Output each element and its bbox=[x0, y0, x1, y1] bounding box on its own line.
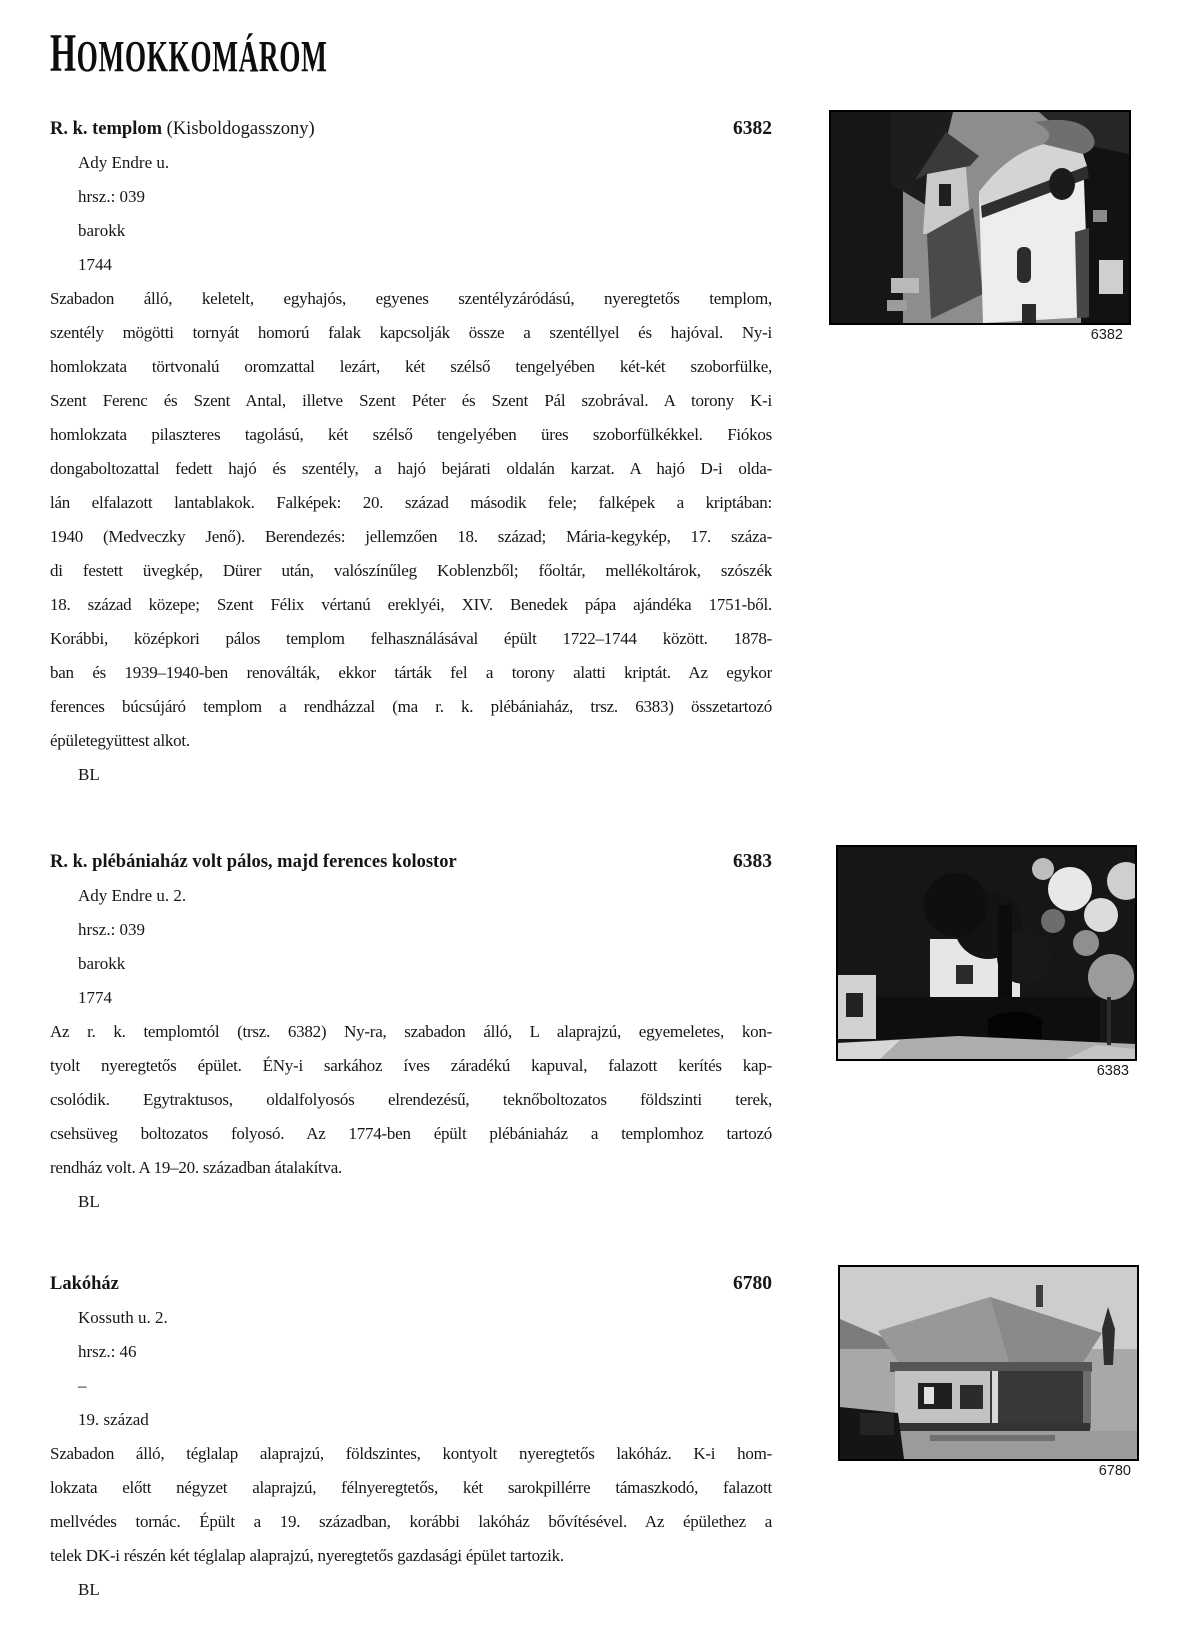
entry-date: 19. század bbox=[78, 1410, 149, 1429]
body-line: Szabadon álló, keletelt, egyhajós, egyenes szentélyzáródású, nyeregtetős templom, bbox=[50, 289, 772, 308]
entry-style: barokk bbox=[78, 954, 126, 973]
photo-caption-6383: 6383 bbox=[1096, 1063, 1129, 1079]
entry-description bbox=[50, 1437, 772, 1573]
entry-address: Ady Endre u. bbox=[78, 153, 170, 172]
entry-name bbox=[50, 845, 457, 879]
photo-caption-6780: 6780 bbox=[1098, 1463, 1131, 1479]
entry-number: 6383 bbox=[733, 851, 772, 872]
entry-heading bbox=[50, 112, 772, 146]
body-line: lán elfalazott lantablakok. Falképek: 20. század második fele; falképek a kriptában: bbox=[50, 493, 772, 512]
entry-date: 1744 bbox=[78, 255, 112, 274]
body-line: Az r. k. templomtól (trsz. 6382) Ny-ra, szabadon álló, L alaprajzú, egyemeletes, kon- bbox=[50, 1022, 772, 1041]
parsonage-photo-illustration bbox=[838, 847, 1135, 1059]
body-line: ban és 1939–1940-ben renoválták, ekkor tárták fel a torony alatti kriptát. Az egykor bbox=[50, 663, 772, 682]
photo-caption-6382: 6382 bbox=[1090, 327, 1123, 343]
entry-author-initials: BL bbox=[78, 1192, 100, 1211]
entry-address: Kossuth u. 2. bbox=[78, 1308, 168, 1327]
church-photo-illustration bbox=[831, 112, 1129, 323]
entry-heading bbox=[50, 1267, 772, 1301]
body-line: homlokzata pilaszteres tagolású, két szélső tengelyében üres szoborfülkékkel. Fiókos bbox=[50, 425, 772, 444]
entry-parcel: hrsz.: 039 bbox=[78, 920, 146, 939]
entry-number: 6780 bbox=[733, 1273, 772, 1294]
body-line: 1940 (Medveczky Jenő). Berendezés: jellemzően 18. század; Mária-kegykép, 17. száza- bbox=[50, 527, 772, 546]
entry-style: – bbox=[78, 1376, 87, 1395]
entry-6382 bbox=[50, 112, 772, 792]
entry-heading bbox=[50, 845, 772, 879]
entry-description bbox=[50, 1015, 772, 1185]
entry-date: 1774 bbox=[78, 988, 112, 1007]
entry-name-regular: (Kisboldogasszony) bbox=[162, 119, 315, 139]
photo-house-6780 bbox=[838, 1265, 1139, 1461]
entry-name bbox=[50, 1267, 119, 1301]
entry-address: Ady Endre u. 2. bbox=[78, 886, 187, 905]
body-line: ferences búcsújáró templom a rendházzal (ma r. k. plébániaház, trsz. 6383) összetartozó bbox=[50, 697, 772, 716]
body-line: lokzata előtt négyzet alaprajzú, félnyeregtetős, két sarokpillérre támaszkodó, falazott bbox=[50, 1478, 772, 1497]
entry-6780 bbox=[50, 1267, 772, 1607]
body-line: Szent Ferenc és Szent Antal, illetve Szent Péter és Szent Pál szobrával. A torony K-i bbox=[50, 391, 772, 410]
entry-author-initials: BL bbox=[78, 765, 100, 784]
body-line: di festett üvegkép, Dürer után, valószínűleg Koblenzből; főoltár, mellékoltárok, szószék bbox=[50, 561, 772, 580]
body-line: Korábbi, középkori pálos templom felhasználásával épült 1722–1744 között. 1878- bbox=[50, 629, 772, 648]
entry-number: 6382 bbox=[733, 118, 772, 139]
body-line: mellvédes tornác. Épült a 19. században, korábbi lakóház bővítésével. Az épülethez a bbox=[50, 1512, 772, 1531]
entry-style: barokk bbox=[78, 221, 126, 240]
entry-6383 bbox=[50, 845, 772, 1219]
entry-description bbox=[50, 282, 772, 758]
body-line: csolódik. Egytraktusos, oldalfolyosós elrendezésű, teknőboltozatos földszinti terek, bbox=[50, 1090, 772, 1109]
body-line: 18. század közepe; Szent Félix vértanú ereklyéi, XIV. Benedek pápa ajándéka 1751-ből. bbox=[50, 595, 772, 614]
photo-parsonage-6383 bbox=[836, 845, 1137, 1061]
house-photo-illustration bbox=[840, 1267, 1137, 1459]
entry-name-bold: R. k. plébániaház volt pálos, majd ferences kolostor bbox=[50, 852, 457, 872]
entry-author-initials: BL bbox=[78, 1580, 100, 1599]
page-title: HOMOKKOMÁROM bbox=[50, 23, 328, 83]
body-line: telek DK-i részén két téglalap alaprajzú, nyeregtetős gazdasági épület tartozik. bbox=[50, 1546, 564, 1565]
body-line: csehsüveg boltozatos folyosó. Az 1774-ben épült plébániaház a templomhoz tartozó bbox=[50, 1124, 772, 1143]
body-line: szentély mögötti tornyát homorú falak kapcsolják össze a szentéllyel és hajóval. Ny-i bbox=[50, 323, 772, 342]
body-line: dongaboltozattal fedett hajó és szentély, a hajó bejárati oldalán karzat. A hajó D-i olda- bbox=[50, 459, 772, 478]
entry-parcel: hrsz.: 039 bbox=[78, 187, 146, 206]
photo-church-6382 bbox=[829, 110, 1131, 325]
entry-name bbox=[50, 112, 315, 146]
entry-name-bold: Lakóház bbox=[50, 1274, 119, 1294]
body-line: homlokzata törtvonalú oromzattal lezárt, két szélső tengelyében két-két szoborfülke, bbox=[50, 357, 772, 376]
entry-parcel: hrsz.: 46 bbox=[78, 1342, 137, 1361]
body-line: rendház volt. A 19–20. században átalakítva. bbox=[50, 1158, 343, 1177]
body-line: épületegyüttest alkot. bbox=[50, 731, 190, 750]
body-line: tyolt nyeregtetős épület. ÉNy-i sarkához íves záradékú kapuval, falazott kerítés kap- bbox=[50, 1056, 772, 1075]
body-line: Szabadon álló, téglalap alaprajzú, földszintes, kontyolt nyeregtetős lakóház. K-i hom- bbox=[50, 1444, 772, 1463]
entry-name-bold: R. k. templom bbox=[50, 119, 163, 139]
